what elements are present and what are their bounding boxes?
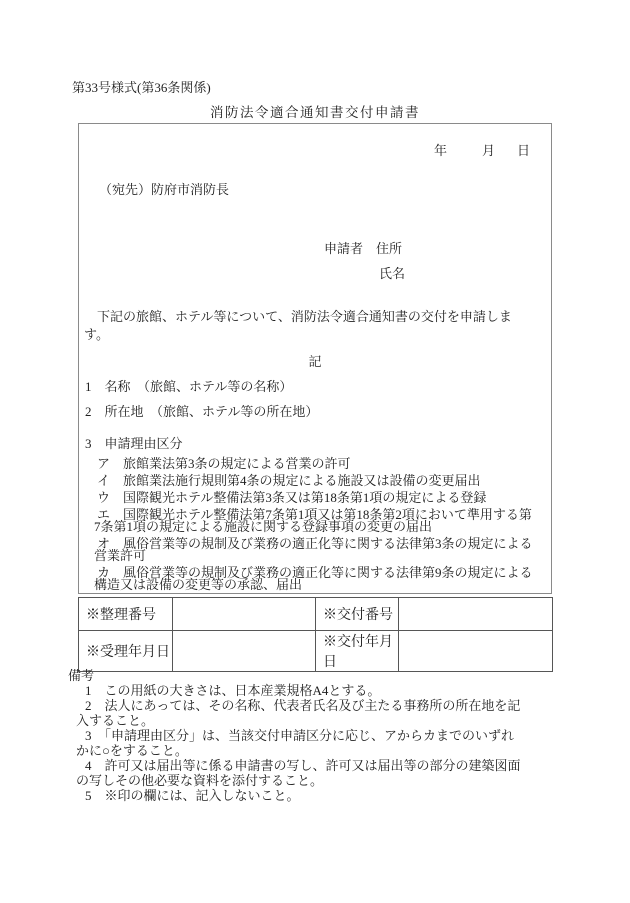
note-line-5: 5 ※印の欄には、記入しないこと。 <box>85 788 300 803</box>
note-line-3: 3 「申請理由区分」は、当該交付申請区分に応じ、アからカまでのいずれ <box>85 728 515 743</box>
recipient-line: （宛先）防府市消防長 <box>99 182 230 197</box>
label-reference-number: ※整理番号 <box>79 598 173 631</box>
item-name: 1 名称 （旅館、ホテル等の名称） <box>85 379 293 394</box>
date-day-label: 日 <box>517 143 531 158</box>
reason-line-i: イ 旅館業法施行規則第4条の規定による施設又は設備の変更届出 <box>97 473 481 488</box>
intro-paragraph-line: 下記の旅館、ホテル等について、消防法令適合通知書の交付を申請しま <box>84 309 512 324</box>
label-issue-date: ※交付年月日 <box>316 631 399 672</box>
reason-line-a: ア 旅館業法第3条の規定による営業の許可 <box>97 456 351 471</box>
value-reference-number <box>173 598 316 631</box>
applicant-name-label: 氏名 <box>379 266 406 281</box>
form-number: 第33号様式(第36条関係) <box>72 80 211 95</box>
item-location: 2 所在地 （旅館、ホテル等の所在地） <box>85 404 319 419</box>
table-row <box>79 598 553 631</box>
intro-paragraph-line: す。 <box>84 327 109 342</box>
label-issue-number: ※交付番号 <box>316 598 399 631</box>
label-receipt-date: ※受理年月日 <box>79 631 173 672</box>
date-year-label: 年 <box>434 143 448 158</box>
ki-heading: 記 <box>308 354 322 369</box>
table-row <box>79 631 553 672</box>
note-line-1: 1 この用紙の大きさは、日本産業規格A4とする。 <box>85 683 381 698</box>
reason-line-ka-wrap: 構造又は設備の変更等の承認、届出 <box>94 577 303 592</box>
note-line-2-wrap: 入すること。 <box>76 713 155 728</box>
value-issue-date <box>399 631 553 672</box>
value-receipt-date <box>173 631 316 672</box>
item-reason-category: 3 申請理由区分 <box>85 436 183 451</box>
note-line-3-wrap: かに○をすること。 <box>76 743 188 758</box>
note-line-2: 2 法人にあっては、その名称、代表者氏名及び主たる事務所の所在地を記 <box>85 698 521 713</box>
application-form-box <box>78 123 552 594</box>
notes-heading: 備考 <box>68 668 95 683</box>
reason-line-o: オ 風俗営業等の規制及び業務の適正化等に関する法律第3条の規定による <box>97 536 533 551</box>
document-title: 消防法令適合通知書交付申請書 <box>210 105 420 120</box>
note-line-4: 4 許可又は届出等に係る申請書の写し、許可又は届出等の部分の建築図面 <box>85 758 521 773</box>
reason-line-ka: カ 風俗営業等の規制及び業務の適正化等に関する法律第9条の規定による <box>97 565 533 580</box>
note-line-4-wrap: の写しその他必要な資料を添付すること。 <box>76 773 324 788</box>
value-issue-number <box>399 598 553 631</box>
applicant-address-label: 申請者 住所 <box>324 241 403 256</box>
reason-line-e-wrap: 7条第1項の規定による施設に関する登録事項の変更の届出 <box>94 519 433 534</box>
office-use-table <box>78 597 553 672</box>
reason-line-u: ウ 国際観光ホテル整備法第3条又は第18条第1項の規定による登録 <box>97 490 487 505</box>
reason-line-o-wrap: 営業許可 <box>94 548 147 563</box>
reason-line-e: エ 国際観光ホテル整備法第7条第1項又は第18条第2項において準用する第 <box>97 507 532 522</box>
date-month-label: 月 <box>482 143 496 158</box>
